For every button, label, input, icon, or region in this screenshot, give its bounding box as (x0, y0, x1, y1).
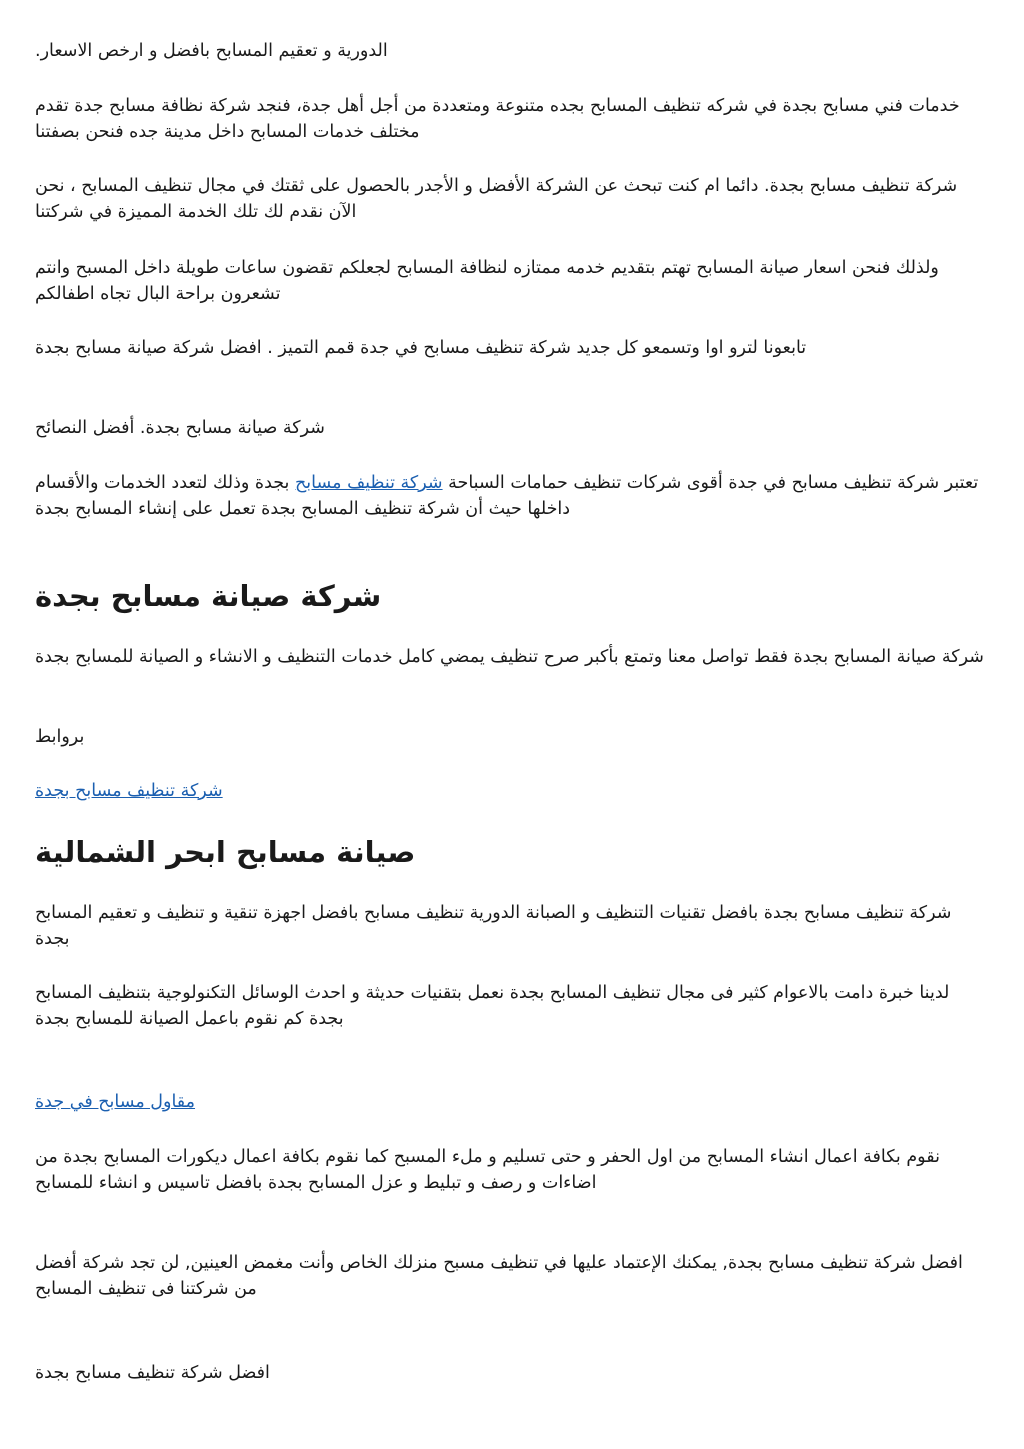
paragraph-follow: تابعونا لترو اوا وتسمعو كل جديد شركة تنظيف مسابح في جدة قمم التميز . افضل شركة صيانة مسابح بجدة (35, 338, 807, 358)
link-pool-cleaning-jeddah-wrap (35, 778, 985, 804)
paragraph-prices: ولذلك فنحن اسعار صيانة المسابح تهتم بتقديم خدمه ممتازه لنظافة المسابح لجعلكم تقضون ساعات طويلة داخل المسبح وانتم تشعرون براحة البال تجاه اطفالكم (35, 258, 939, 304)
link-pool-cleaning-jeddah[interactable]: شركة تنظيف مسابح بجدة (35, 781, 223, 801)
paragraph-best-company: افضل شركة تنظيف مسابح بجدة, يمكنك الإعتماد عليها في تنظيف مسبح منزلك الخاص وأنت مغمض العينين, لن تجد شركة أفضل من شركتنا فى تنظيف المسابح (35, 1253, 963, 1299)
paragraph-techniques: شركة تنظيف مسابح بجدة بافضل تقنيات التنظيف و الصبانة الدورية تنظيف مسابح بافضل اجهزة تنقية و تنظيف و تعقيم المسابح بجدة (35, 903, 952, 949)
paragraph-company: شركة تنظيف مسابح بجدة. دائما ام كنت تبحث عن الشركة الأفضل و الأجدر بالحصول على ثقتك في مجال تنظيف المسابح ، نحن الآن نقدم لك تلك الخدمة المميزة في شركتنا (35, 176, 958, 222)
link-contractor-wrap (35, 1089, 985, 1115)
paragraph-closing: افضل شركة تنظيف مسابح بجدة (35, 1363, 270, 1383)
link-pool-contractor[interactable]: مقاول مسابح في جدة (35, 1092, 196, 1112)
paragraph-experience: لدينا خبرة دامت بالاعوام كثير فى مجال تنظيف المسابح بجدة نعمل بتقنيات حديثة و احدث الوسائل التكنولوجية بتنظيف المسابح بجدة كم نقوم باعمل الصيانة للمسابح بجدة (35, 983, 950, 1029)
heading-abhur-maintenance: صيانة مسابح ابحر الشمالية (35, 835, 416, 869)
paragraph-strongest-start: تعتبر شركة تنظيف مسابح في جدة أقوى شركات تنظيف حمامات السباحة (448, 473, 979, 493)
inline-link-pool-cleaning[interactable]: شركة تنظيف مسابح (295, 473, 443, 493)
paragraph-strongest-end: بجدة وذلك لتعدد الخدمات والأقسام داخلها حيث أن شركة تنظيف المسابح بجدة تعمل على إنشاء المسابح بجدة (35, 473, 571, 519)
paragraph-tips: شركة صيانة مسابح بجدة. أفضل النصائح (35, 418, 325, 438)
paragraph-construction: نقوم بكافة اعمال انشاء المسابح من اول الحفر و حتى تسليم و ملء المسبح كما نقوم بكافة اعمال ديكورات المسابح بجدة من اضاءات و رصف و تبليط و عزل المسابح بجدة بافضل تاسيس و انشاء للمسابح (35, 1147, 940, 1193)
paragraph-intro: الدورية و تعقيم المسابح بافضل و ارخص الاسعار. (35, 41, 388, 61)
paragraph-maintenance: شركة صيانة المسابح بجدة فقط تواصل معنا وتمتع بأكبر صرح تنظيف يمضي كامل خدمات التنظيف و الانشاء و الصيانة للمسابح بجدة (35, 647, 984, 667)
paragraph-services: خدمات فني مسابح بجدة في شركه تنظيف المسابح بجده متنوعة ومتعددة من أجل أهل جدة، فنجد شركة نظافة مسابح جدة تقدم مختلف خدمات المسابح داخل مدينة جده فنحن بصفتنا (35, 96, 960, 142)
paragraph-strongest (35, 470, 985, 522)
heading-pool-maintenance: شركة صيانة مسابح بجدة (35, 579, 382, 613)
paragraph-links-label: بروابط (35, 727, 85, 747)
